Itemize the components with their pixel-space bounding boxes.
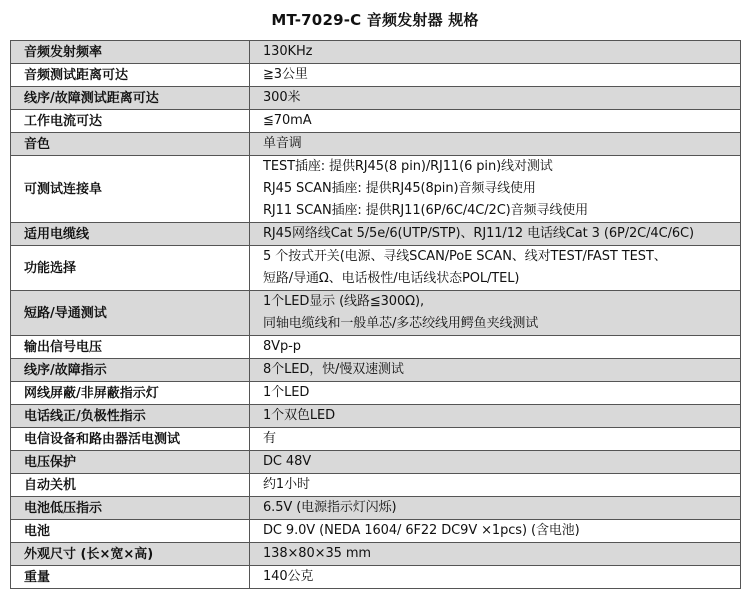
spec-value: [250, 543, 741, 566]
spec-value-line: RJ11 SCAN插座: 提供RJ11(6P/6C/4C/2C)音频寻线使用: [263, 203, 589, 218]
spec-value: [250, 359, 741, 382]
spec-value-line: 140公克: [263, 569, 314, 584]
spec-label: 电压保护: [11, 451, 250, 474]
spec-value-line: 5 个按式开关(电源、寻线SCAN/PoE SCAN、线对TEST/FAST TEST、: [263, 249, 667, 264]
spec-label: 功能选择: [11, 246, 250, 291]
spec-label: 工作电流可达: [11, 110, 250, 133]
spec-row: [11, 64, 741, 87]
spec-value: [250, 291, 741, 336]
spec-row: [11, 156, 741, 223]
spec-label: 短路/导通测试: [11, 291, 250, 336]
spec-row: [11, 451, 741, 474]
spec-row: [11, 405, 741, 428]
spec-value: [250, 336, 741, 359]
spec-value: [250, 497, 741, 520]
spec-value: [250, 223, 741, 246]
spec-row: [11, 41, 741, 64]
spec-value-line: TEST插座: 提供RJ45(8 pin)/RJ11(6 pin)线对测试: [263, 159, 553, 174]
spec-value: [250, 41, 741, 64]
spec-label: 网线屏蔽/非屏蔽指示灯: [11, 382, 250, 405]
spec-row: [11, 133, 741, 156]
spec-value: [250, 64, 741, 87]
spec-value: [250, 110, 741, 133]
spec-row: [11, 520, 741, 543]
spec-row: [11, 359, 741, 382]
spec-value-line: 138×80×35 mm: [263, 546, 371, 561]
spec-row: [11, 382, 741, 405]
spec-label: 外观尺寸 (长×宽×高): [11, 543, 250, 566]
spec-label: 电话线正/负极性指示: [11, 405, 250, 428]
spec-value-line: 短路/导通Ω、电话极性/电话线状态POL/TEL): [263, 271, 520, 286]
spec-label: 自动关机: [11, 474, 250, 497]
spec-label: 可测试连接阜: [11, 156, 250, 223]
spec-row: [11, 110, 741, 133]
spec-value: [250, 566, 741, 589]
spec-value: [250, 87, 741, 110]
spec-row: [11, 497, 741, 520]
spec-value-line: ≧3公里: [263, 67, 308, 82]
spec-value: [250, 520, 741, 543]
spec-value-line: DC 48V: [263, 454, 312, 469]
spec-value-line: RJ45网络线Cat 5/5e/6(UTP/STP)、RJ11/12 电话线Cat 3 (6P/2C/4C/6C): [263, 226, 694, 241]
spec-value-line: ≦70mA: [263, 113, 312, 128]
spec-label: 电信设备和路由器活电测试: [11, 428, 250, 451]
spec-value-line: DC 9.0V (NEDA 1604/ 6F22 DC9V ×1pcs) (含电池): [263, 523, 580, 538]
spec-label: 音色: [11, 133, 250, 156]
spec-value: [250, 382, 741, 405]
spec-value: [250, 474, 741, 497]
spec-label: 电池低压指示: [11, 497, 250, 520]
spec-value-line: 300米: [263, 90, 301, 105]
spec-value: [250, 133, 741, 156]
spec-value: [250, 246, 741, 291]
spec-value-line: 有: [263, 431, 276, 446]
spec-value-line: RJ45 SCAN插座: 提供RJ45(8pin)音频寻线使用: [263, 181, 536, 196]
spec-table-body: [11, 41, 741, 589]
page-title: MT-7029-C 音频发射器 规格: [271, 11, 479, 29]
spec-row: [11, 543, 741, 566]
spec-value: [250, 405, 741, 428]
spec-row: [11, 566, 741, 589]
spec-value-line: 130KHz: [263, 44, 313, 59]
spec-value-line: 1个LED显示 (线路≦300Ω),: [263, 294, 424, 309]
spec-label: 线序/故障指示: [11, 359, 250, 382]
spec-value-line: 8Vp-p: [263, 339, 301, 354]
spec-value-line: 6.5V (电源指示灯闪烁): [263, 500, 397, 515]
spec-row: [11, 336, 741, 359]
spec-value-line: 8个LED，快/慢双速测试: [263, 362, 404, 377]
spec-label: 重量: [11, 566, 250, 589]
spec-label: 输出信号电压: [11, 336, 250, 359]
spec-label: 电池: [11, 520, 250, 543]
spec-value-line: 1个LED: [263, 385, 310, 400]
spec-label: 音频发射频率: [11, 41, 250, 64]
spec-row: [11, 428, 741, 451]
spec-row: [11, 291, 741, 336]
spec-label: 线序/故障测试距离可达: [11, 87, 250, 110]
spec-row: [11, 246, 741, 291]
spec-value-line: 1个双色LED: [263, 408, 336, 423]
spec-value: [250, 428, 741, 451]
spec-row: [11, 474, 741, 497]
spec-value-line: 单音调: [263, 136, 302, 151]
spec-value-line: 同轴电缆线和一般单芯/多芯绞线用鳄鱼夹线测试: [263, 316, 539, 331]
spec-row: [11, 87, 741, 110]
spec-label: 适用电缆线: [11, 223, 250, 246]
spec-label: 音频测试距离可达: [11, 64, 250, 87]
spec-table: [10, 40, 741, 589]
spec-value: [250, 156, 741, 223]
spec-row: [11, 223, 741, 246]
spec-value: [250, 451, 741, 474]
spec-value-line: 约1小时: [263, 477, 310, 492]
